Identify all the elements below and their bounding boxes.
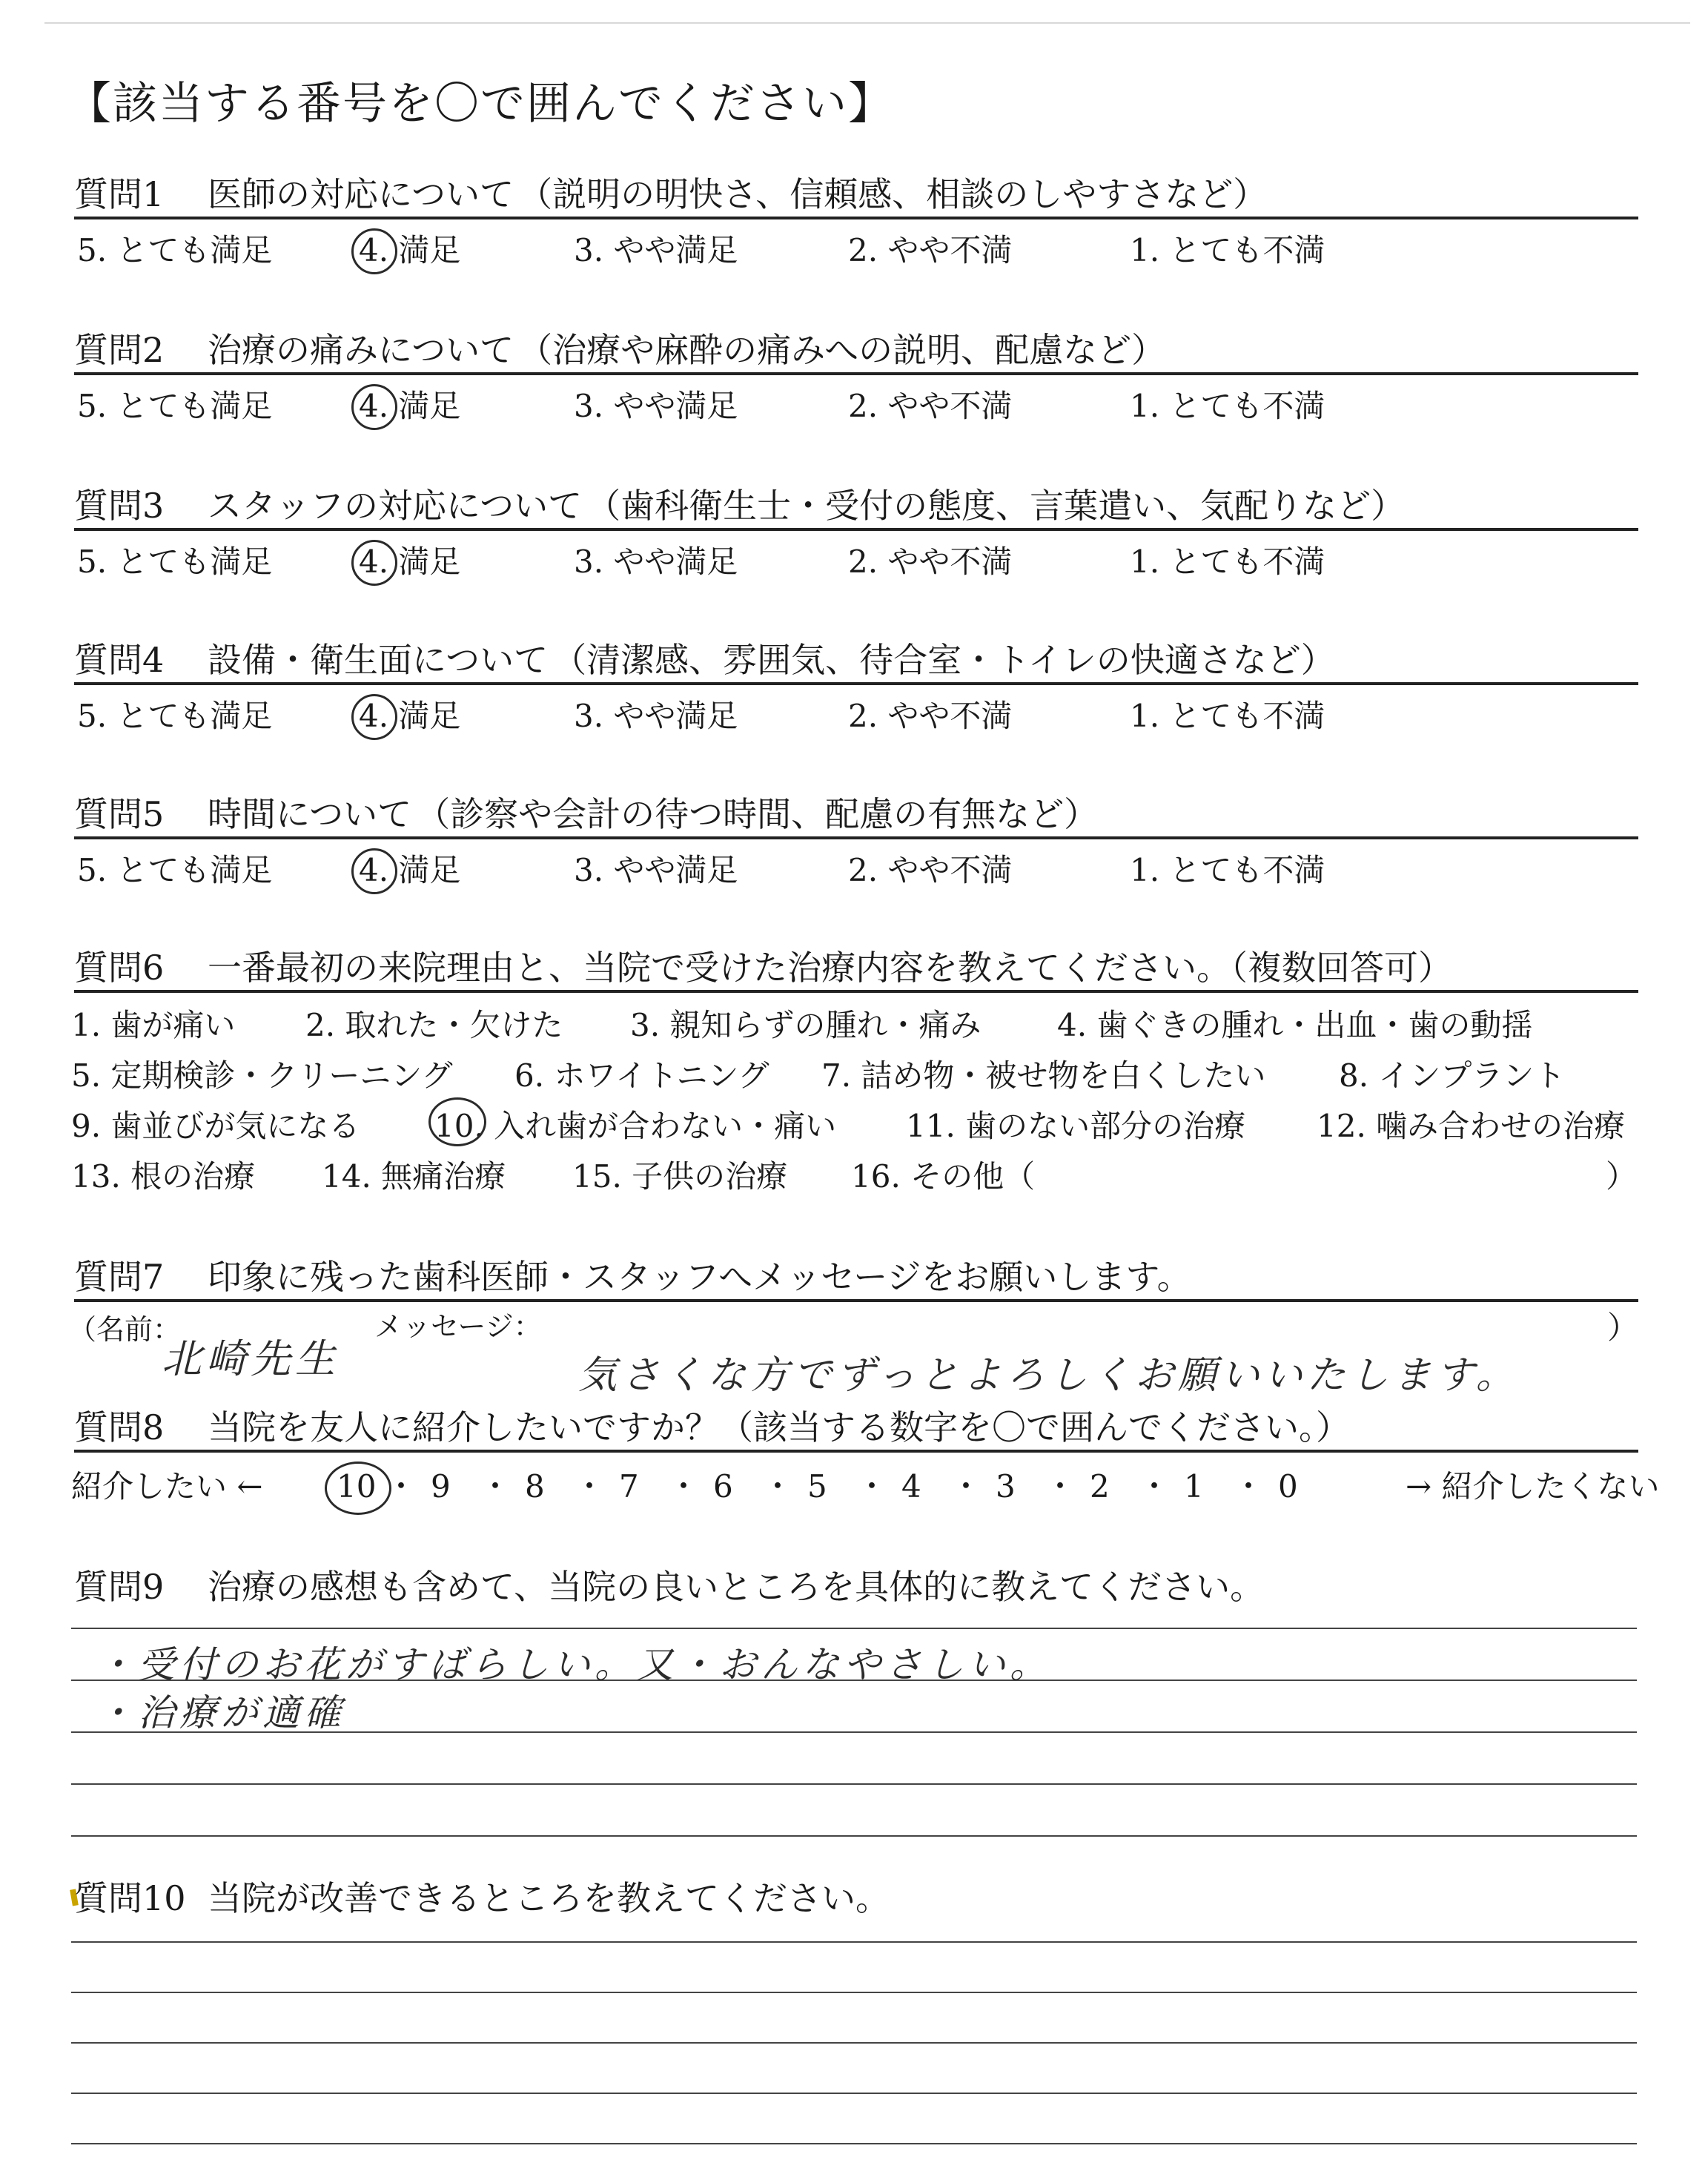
q8-separator: ・ [668, 1468, 700, 1505]
q10-line-3 [71, 2042, 1637, 2044]
q6-choice-4[interactable]: 4. 歯ぐきの腫れ・出血・歯の動揺 [1057, 1007, 1533, 1043]
q8-scale-7[interactable]: 7 [619, 1468, 639, 1505]
q1-title: 医師の対応について [208, 174, 514, 214]
q4-option-1[interactable]: 1. とても不満 [1130, 698, 1325, 734]
page-title: 【該当する番号を〇で囲んでください】 [67, 78, 894, 130]
q8-separator: ・ [856, 1468, 888, 1505]
q8-scale-6[interactable]: 6 [713, 1468, 733, 1505]
q8-title: 当院を友人に紹介したいですか？（該当する数字を〇で囲んでください。） [208, 1407, 1350, 1447]
q4-option-5[interactable]: 5. とても満足 [77, 698, 273, 734]
q8-separator: ・ [1233, 1468, 1265, 1505]
q5-option-4[interactable]: 4. 満足 [359, 852, 461, 888]
q5-number: 質問5 [74, 794, 165, 834]
q6-choice-1[interactable]: 1. 歯が痛い [71, 1007, 236, 1043]
q6-heading [74, 945, 1638, 993]
q7-name-label: （名前： [68, 1313, 182, 1346]
q8-separator: ・ [1139, 1468, 1171, 1505]
q6-title: 一番最初の来院理由と、当院で受けた治療内容を教えてください。（複数回答可） [208, 948, 1452, 988]
q6-choice-5[interactable]: 5. 定期検診・クリーニング [71, 1057, 453, 1094]
q6-choice-2[interactable]: 2. 取れた・欠けた [305, 1007, 563, 1043]
q9-answer-2[interactable]: ・治療が適確 [96, 1691, 345, 1734]
q4-option-3[interactable]: 3. やや満足 [574, 698, 738, 734]
q8-scale-0[interactable]: 0 [1278, 1468, 1298, 1505]
q6-choice-8[interactable]: 8. インプラント [1339, 1057, 1566, 1094]
q4-option-4[interactable]: 4. 満足 [359, 698, 461, 734]
q10-line-1 [71, 1941, 1637, 1943]
q2-heading [74, 328, 1638, 375]
q4-detail: （清潔感、雰囲気、待合室・トイレの快適さなど） [552, 640, 1335, 680]
q6-choice-12[interactable]: 12. 噛み合わせの治療 [1317, 1108, 1626, 1144]
q3-option-1[interactable]: 1. とても不満 [1130, 544, 1325, 580]
q8-scale-3[interactable]: 3 [996, 1468, 1016, 1505]
q5-option-5[interactable]: 5. とても満足 [77, 852, 273, 888]
q1-option-3[interactable]: 3. やや満足 [574, 232, 738, 268]
q9-line-5 [71, 1835, 1637, 1837]
q8-scale-9[interactable]: 9 [431, 1468, 451, 1505]
q9-number: 質問9 [74, 1567, 165, 1607]
q6-choice-10[interactable]: 10. 入れ歯が合わない・痛い [434, 1108, 837, 1144]
q7-heading [74, 1255, 1638, 1302]
q3-heading [74, 483, 1638, 531]
q8-separator: ・ [950, 1468, 982, 1505]
q8-separator: ・ [480, 1468, 512, 1505]
q1-option-5[interactable]: 5. とても満足 [77, 232, 273, 268]
q5-option-3[interactable]: 3. やや満足 [574, 852, 738, 888]
q8-heading [74, 1405, 1638, 1453]
q6-other-close-paren: ） [1606, 1158, 1638, 1195]
q5-option-2[interactable]: 2. やや不満 [848, 852, 1013, 888]
q3-title: スタッフの対応について [208, 486, 583, 526]
q8-separator: ・ [1045, 1468, 1076, 1505]
q5-heading [74, 792, 1638, 839]
q3-option-5[interactable]: 5. とても満足 [77, 544, 273, 580]
q4-number: 質問4 [74, 640, 165, 680]
q3-detail: （歯科衛生士・受付の態度、言葉遣い、気配りなど） [586, 486, 1406, 526]
q9-answer-1[interactable]: ・受付のお花がすばらしい。又・おんなやさしい。 [96, 1643, 1051, 1686]
q6-choice-9[interactable]: 9. 歯並びが気になる [71, 1108, 360, 1144]
q10-title: 当院が改善できるところを教えてください。 [208, 1878, 890, 1918]
q8-scale-8[interactable]: 8 [525, 1468, 545, 1505]
q2-title: 治療の痛みについて [208, 330, 514, 370]
q6-choice-16[interactable]: 16. その他（ [851, 1158, 1036, 1195]
q6-choice-7[interactable]: 7. 詰め物・被せ物を白くしたい [821, 1057, 1266, 1094]
q10-line-2 [71, 1992, 1637, 1993]
q2-option-4[interactable]: 4. 満足 [359, 388, 461, 424]
q10-number: 質問10 [74, 1878, 186, 1918]
q6-choice-11[interactable]: 11. 歯のない部分の治療 [906, 1108, 1246, 1144]
q7-number: 質問7 [74, 1257, 165, 1297]
q8-scale-5[interactable]: 5 [807, 1468, 827, 1505]
q1-heading [74, 172, 1638, 219]
q5-options [77, 850, 1634, 891]
q2-detail: （治療や麻酔の痛みへの説明、配慮など） [518, 330, 1166, 370]
q8-scale-row [71, 1464, 1660, 1509]
q6-number: 質問6 [74, 948, 165, 988]
q5-detail: （診察や会計の待つ時間、配慮の有無など） [416, 794, 1099, 834]
q10-line-4 [71, 2093, 1637, 2094]
q4-option-2[interactable]: 2. やや不満 [848, 698, 1013, 734]
q1-detail: （説明の明快さ、信頼感、相談のしやすさなど） [518, 174, 1268, 214]
q2-options [77, 386, 1634, 427]
q3-options [77, 541, 1634, 583]
q4-options [77, 696, 1634, 737]
q6-choice-15[interactable]: 15. 子供の治療 [572, 1158, 788, 1195]
q8-separator: ・ [385, 1468, 417, 1505]
q7-handwritten-name[interactable]: 北崎先生 [162, 1335, 340, 1382]
q2-number: 質問2 [74, 330, 165, 370]
q8-scale-10[interactable]: 10 [337, 1468, 377, 1505]
q8-scale-4[interactable]: 4 [901, 1468, 921, 1505]
q8-left-label: 紹介したい ← [71, 1468, 263, 1505]
q5-option-1[interactable]: 1. とても不満 [1130, 852, 1325, 888]
q7-handwritten-message[interactable]: 気さくな方でずっとよろしくお願いいたします。 [578, 1353, 1519, 1398]
q6-choice-14[interactable]: 14. 無痛治療 [322, 1158, 506, 1195]
q4-heading [74, 638, 1638, 685]
q3-option-3[interactable]: 3. やや満足 [574, 544, 738, 580]
q6-choice-3[interactable]: 3. 親知らずの腫れ・痛み [630, 1007, 982, 1043]
q9-heading [74, 1565, 1638, 1609]
q3-option-2[interactable]: 2. やや不満 [848, 544, 1013, 580]
q2-option-3[interactable]: 3. やや満足 [574, 388, 738, 424]
q3-option-4[interactable]: 4. 満足 [359, 544, 461, 580]
q8-separator: ・ [574, 1468, 606, 1505]
q2-option-2[interactable]: 2. やや不満 [848, 388, 1013, 424]
q8-scale-1[interactable]: 1 [1184, 1468, 1204, 1505]
q5-title: 時間について [208, 794, 412, 834]
q1-option-4[interactable]: 4. 満足 [359, 232, 461, 268]
q9-line-4 [71, 1783, 1637, 1785]
q9-title: 治療の感想も含めて、当院の良いところを具体的に教えてください。 [208, 1567, 1265, 1607]
q9-line-1 [71, 1628, 1637, 1629]
q6-choices [71, 1001, 1650, 1194]
q3-number: 質問3 [74, 486, 165, 526]
q7-close-paren: ） [1607, 1309, 1639, 1346]
q10-heading [74, 1876, 1638, 1920]
top-border [44, 22, 1690, 24]
q10-line-5 [71, 2143, 1637, 2144]
q7-message-label: メッセージ： [374, 1310, 542, 1343]
q7-title: 印象に残った歯科医師・スタッフへメッセージをお願いします。 [208, 1257, 1191, 1297]
q1-options [77, 230, 1634, 271]
q8-separator: ・ [762, 1468, 794, 1505]
q8-scale-2[interactable]: 2 [1090, 1468, 1110, 1505]
q8-number: 質問8 [74, 1407, 165, 1447]
q6-choice-13[interactable]: 13. 根の治療 [71, 1158, 256, 1195]
q2-option-1[interactable]: 1. とても不満 [1130, 388, 1325, 424]
q6-choice-6[interactable]: 6. ホワイトニング [514, 1057, 769, 1094]
q1-number: 質問1 [74, 174, 165, 214]
q1-option-1[interactable]: 1. とても不満 [1130, 232, 1325, 268]
q1-option-2[interactable]: 2. やや不満 [848, 232, 1013, 268]
q8-right-label: → 紹介したくない [1406, 1468, 1660, 1505]
q4-title: 設備・衛生面について [208, 640, 549, 680]
q2-option-5[interactable]: 5. とても満足 [77, 388, 273, 424]
